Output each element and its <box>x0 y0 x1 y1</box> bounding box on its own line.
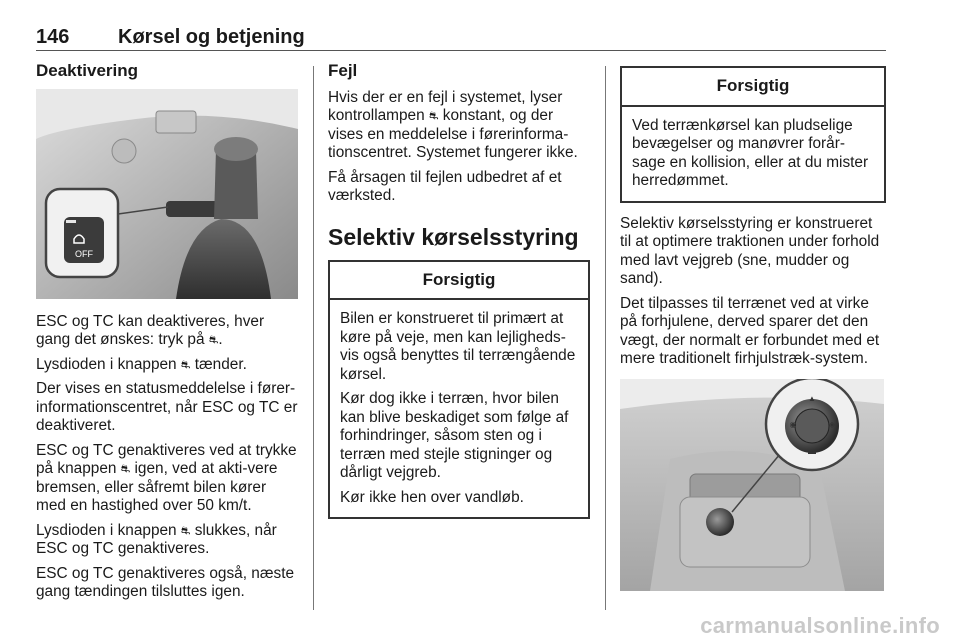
column-divider <box>605 66 606 610</box>
svg-text:◈: ◈ <box>828 419 836 429</box>
paragraph: ESC og TC kan deaktiveres, hver gang det ønskes: tryk på ⛐. <box>36 312 265 348</box>
car-skid-icon: ⛐ <box>428 110 439 122</box>
paragraph: Kør dog ikke i terræn, hvor bilen kan blive beskadiget som følge af forhindringer, såsom sten og i terræn med stejle stigninger og dårligt vejgreb. <box>340 390 569 481</box>
off-label: OFF <box>75 248 93 259</box>
section-heading: Selektiv kørselsstyring <box>328 223 579 250</box>
deaktivering-heading: Deaktivering <box>36 61 139 80</box>
paragraph: Bilen er konstrueret til primært at køre på veje, men kan lejligheds-vis også benyttes til terrængående kørsel. <box>340 310 576 383</box>
fejl-heading: Fejl <box>328 61 358 80</box>
column-middle <box>328 62 590 519</box>
svg-text:◉: ◉ <box>789 419 797 429</box>
car-skid-icon: ⛐ <box>180 524 191 537</box>
car-skid-icon: ⛐ <box>208 334 219 346</box>
svg-text:▬: ▬ <box>808 446 816 456</box>
paragraph: Lysdioden i knappen ⛐ slukkes, når ESC og TC genaktiveres. <box>36 521 277 557</box>
column-divider <box>313 66 314 610</box>
paragraph: ESC og TC genaktiveres ved at trykke på knappen ⛐ igen, ved at akti-vere bremsen, eller såfremt bilen kører med en hastighed over 50 km/t. <box>36 441 297 514</box>
caution-body <box>622 107 884 201</box>
column-left <box>36 62 300 608</box>
page-title: Kørsel og betjening <box>118 26 305 48</box>
caution-title: Forsigtig <box>622 68 884 107</box>
paragraph: Kør ikke hen over vandløb. <box>340 488 524 506</box>
paragraph: Det tilpasses til terrænet ved at virke på forhjulene, derved sparer det den vægt, der normalt er forbundet med et mere traditionelt firhjulstræk-system. <box>620 294 880 367</box>
esc-button-illustration <box>36 89 298 299</box>
page-number: 146 <box>36 26 70 48</box>
car-skid-icon: ⛐ <box>180 358 191 371</box>
svg-text:▲: ▲ <box>808 393 816 403</box>
caution-box <box>328 260 590 520</box>
drive-mode-illustration <box>620 379 884 591</box>
drive-mode-photo <box>620 379 884 591</box>
paragraph: Selektiv kørselsstyring er konstrueret til at optimere traktionen under forhold med lavt vejgreb (sne, mudder og sand). <box>620 214 880 287</box>
paragraph: Der vises en statusmeddelelse i fører-informationscentret, når ESC og TC er deaktiveret. <box>36 380 298 434</box>
paragraph: Lysdioden i knappen ⛐ tænder. <box>36 355 247 373</box>
paragraph: Hvis der er en fejl i systemet, lyser kontrollampen ⛐ konstant, og der vises en meddelelse i førerinforma-tionscentret. Systemet fungerer ikke. <box>328 88 578 161</box>
caution-body <box>330 300 588 517</box>
column-right <box>620 66 886 591</box>
caution-box <box>620 66 886 203</box>
page-header <box>36 24 886 51</box>
watermark: carmanualsonline.info <box>700 613 940 638</box>
paragraph: Få årsagen til fejlen udbedret af et værksted. <box>328 168 562 204</box>
car-skid-icon: ⛐ <box>120 463 131 475</box>
paragraph: Ved terrænkørsel kan pludselige bevægelser og manøvrer forår-sage en kollision, eller at du mister herredømmet. <box>632 116 869 189</box>
paragraph: ESC og TC genaktiveres også, næste gang tændingen tilsluttes igen. <box>36 564 295 600</box>
caution-title: Forsigtig <box>330 262 588 301</box>
esc-button-photo <box>36 89 298 299</box>
